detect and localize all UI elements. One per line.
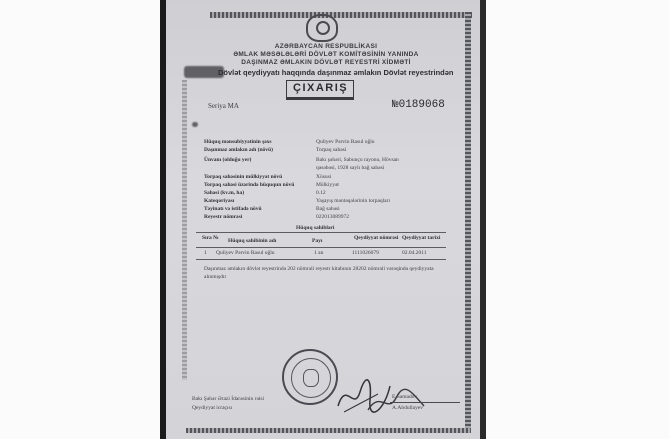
document-title: ÇIXARIŞ (293, 82, 349, 94)
field-value-registry-number: 022013089972 (316, 214, 349, 220)
field-value-purpose: Bağ sahəsi (316, 206, 340, 212)
signatory-name-2: A.Abdullayev (392, 405, 424, 411)
field-value-category: Yaşayış məntəqələrinin torpaqları (316, 198, 390, 204)
seal-emblem (303, 369, 319, 387)
field-label-address: Ünvanı (olduğu yer) (204, 157, 252, 163)
table-divider (196, 232, 446, 233)
field-label-category: Kateqoriyası (204, 198, 235, 204)
field-label-property-type: Daşınmaz əmlakın adı (növü) (204, 147, 273, 153)
table-cell-share: 1 an (314, 250, 324, 256)
field-label-owner: Hüquq mənsubiyyətinin şəxs (204, 139, 272, 145)
signature-line (390, 402, 460, 403)
table-divider (196, 247, 446, 248)
table-header-reg-number: Qeydiyyat nömrəsi (354, 235, 399, 241)
table-cell-reg-number: 1111026079 (352, 250, 379, 256)
header-line-3: DAŞINMAZ ƏMLAKIN DÖVLƏT REYESTRİ XİDMƏTİ (241, 59, 411, 66)
table-cell-reg-date: 02.04.2011 (402, 250, 427, 256)
registrar-label: Qeydiyyat icraçısı (192, 405, 233, 411)
certificate-document (166, 0, 480, 439)
document-number: №0189068 (392, 99, 445, 111)
field-value-address: Bakı şəhəri, Sabunçu rayonu, Hövsan (316, 157, 399, 163)
header-line-1: AZƏRBAYCAN RESPUBLİKASI (274, 43, 378, 50)
table-header-index: Sıra № (202, 235, 219, 241)
background-left (0, 0, 160, 439)
field-value-ownership-kind: Xüsusi (316, 174, 332, 180)
ornamental-border-left (182, 80, 187, 380)
seal-inner-ring (291, 358, 331, 398)
ornamental-border-bottom (186, 428, 471, 433)
rights-table-caption: Hüquq sahibləri (296, 225, 335, 231)
official-seal-icon (282, 349, 338, 405)
ornamental-border-right (465, 12, 471, 432)
state-emblem-icon (306, 14, 338, 42)
field-value-address-2: qəsəbəsi, 1928 saylı bağ sahəsi (316, 165, 385, 171)
field-value-right-type: Mülkiyyət (316, 182, 339, 188)
ornamental-border-top (210, 12, 472, 18)
table-header-reg-date: Qeydiyyat tarixi (402, 235, 441, 241)
field-label-right-type: Torpaq sahəsi üzərində hüququn növü (204, 182, 295, 188)
office-head-label: Bakı Şəhər Ərazi İdarəsinin rəisi (192, 396, 265, 402)
ink-smudge (192, 122, 198, 127)
document-shadow-right (480, 0, 486, 439)
header-line-2: ƏMLAK MƏSƏLƏLƏRİ DÖVLƏT KOMİTƏSİNİN YANINDA (233, 51, 419, 58)
registration-note: Daşınmaz əmlakın dövlət reyestrində 202 nömrəli reyestr kitabının 28202 nömrəli vərəqində qeydiyyata alınmışdır (204, 266, 434, 280)
field-value-owner: Quliyev Pərvin Rasul oğlu (316, 139, 375, 145)
field-label-purpose: Təyinatı və istifadə növü (204, 206, 262, 212)
signatory-name-1: E.Samadov (392, 394, 418, 400)
table-header-share: Payı (312, 238, 323, 244)
field-label-ownership-kind: Torpaq sahəsinin mülkiyyət növü (204, 174, 283, 180)
background-right (486, 0, 669, 439)
series-label: Seriya MA (208, 102, 239, 110)
field-label-registry-number: Reyestr nömrəsi (204, 214, 243, 220)
field-value-property-type: Torpaq sahəsi (316, 147, 347, 153)
signature-2 (366, 380, 426, 422)
field-value-area: 0.12 (316, 190, 326, 196)
document-subtitle: Dövlət qeydiyyatı haqqında daşınmaz əmlakın Dövlət reyestrindən (218, 68, 454, 77)
field-label-area: Sahəsi (kv.m, ha) (204, 190, 245, 196)
table-cell-holder: Quliyev Pərvin Rasul oğlu (216, 250, 275, 256)
table-cell-index: 1 (204, 250, 207, 256)
table-divider (196, 259, 446, 260)
table-header-holder: Hüquq sahibinin adı (228, 238, 277, 244)
